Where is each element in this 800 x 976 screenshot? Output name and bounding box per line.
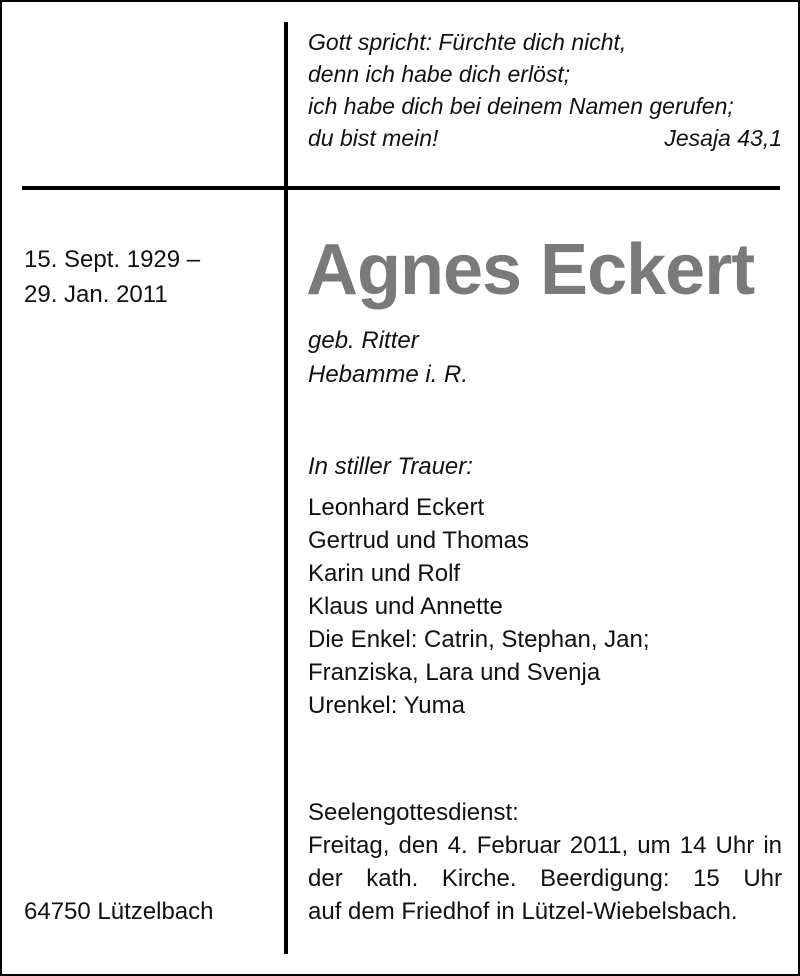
deceased-details xyxy=(308,324,468,392)
verse-last-line xyxy=(308,122,782,154)
verse-line: denn ich habe dich erlöst; xyxy=(308,61,571,87)
mourner-line: Karin und Rolf xyxy=(308,560,461,587)
place-postal: 64750 Lützelbach xyxy=(24,898,214,925)
mourner-line: Die Enkel: Catrin, Stephan, Jan; xyxy=(308,626,650,653)
service-heading: Seelengottesdienst: xyxy=(308,799,519,826)
bible-verse xyxy=(308,26,782,154)
death-date: 29. Jan. 2011 xyxy=(24,281,168,308)
birth-date: 15. Sept. 1929 – xyxy=(24,246,201,273)
life-dates xyxy=(24,242,200,312)
verse-line: du bist mein! xyxy=(308,125,439,151)
cross-horizontal-bar xyxy=(22,186,780,190)
service-line: auf dem Friedhof in Lützel-Wiebelsbach. xyxy=(308,898,738,925)
mourner-line: Franziska, Lara und Svenja xyxy=(308,659,601,686)
verse-line: ich habe dich bei deinem Namen gerufen; xyxy=(308,93,734,119)
mourner-line: Leonhard Eckert xyxy=(308,494,485,521)
cross-vertical-bar xyxy=(284,22,288,954)
mourning-heading: In stiller Trauer: xyxy=(308,453,473,480)
profession: Hebamme i. R. xyxy=(308,361,469,388)
verse-reference: Jesaja 43,1 xyxy=(664,125,782,151)
deceased-name: Agnes Eckert xyxy=(306,230,755,310)
mourner-line: Klaus und Annette xyxy=(308,593,503,620)
funeral-service-info xyxy=(308,796,782,928)
maiden-name: geb. Ritter xyxy=(308,327,419,354)
service-line: Freitag, den 4. Februar 2011, um 14 Uhr in xyxy=(308,832,782,859)
mourners-list xyxy=(308,491,650,722)
verse-line: Gott spricht: Fürchte dich nicht, xyxy=(308,29,627,55)
mourner-line: Gertrud und Thomas xyxy=(308,527,530,554)
service-line: der kath. Kirche. Beerdigung: 15 Uhr xyxy=(308,865,782,892)
mourner-line: Urenkel: Yuma xyxy=(308,692,465,719)
